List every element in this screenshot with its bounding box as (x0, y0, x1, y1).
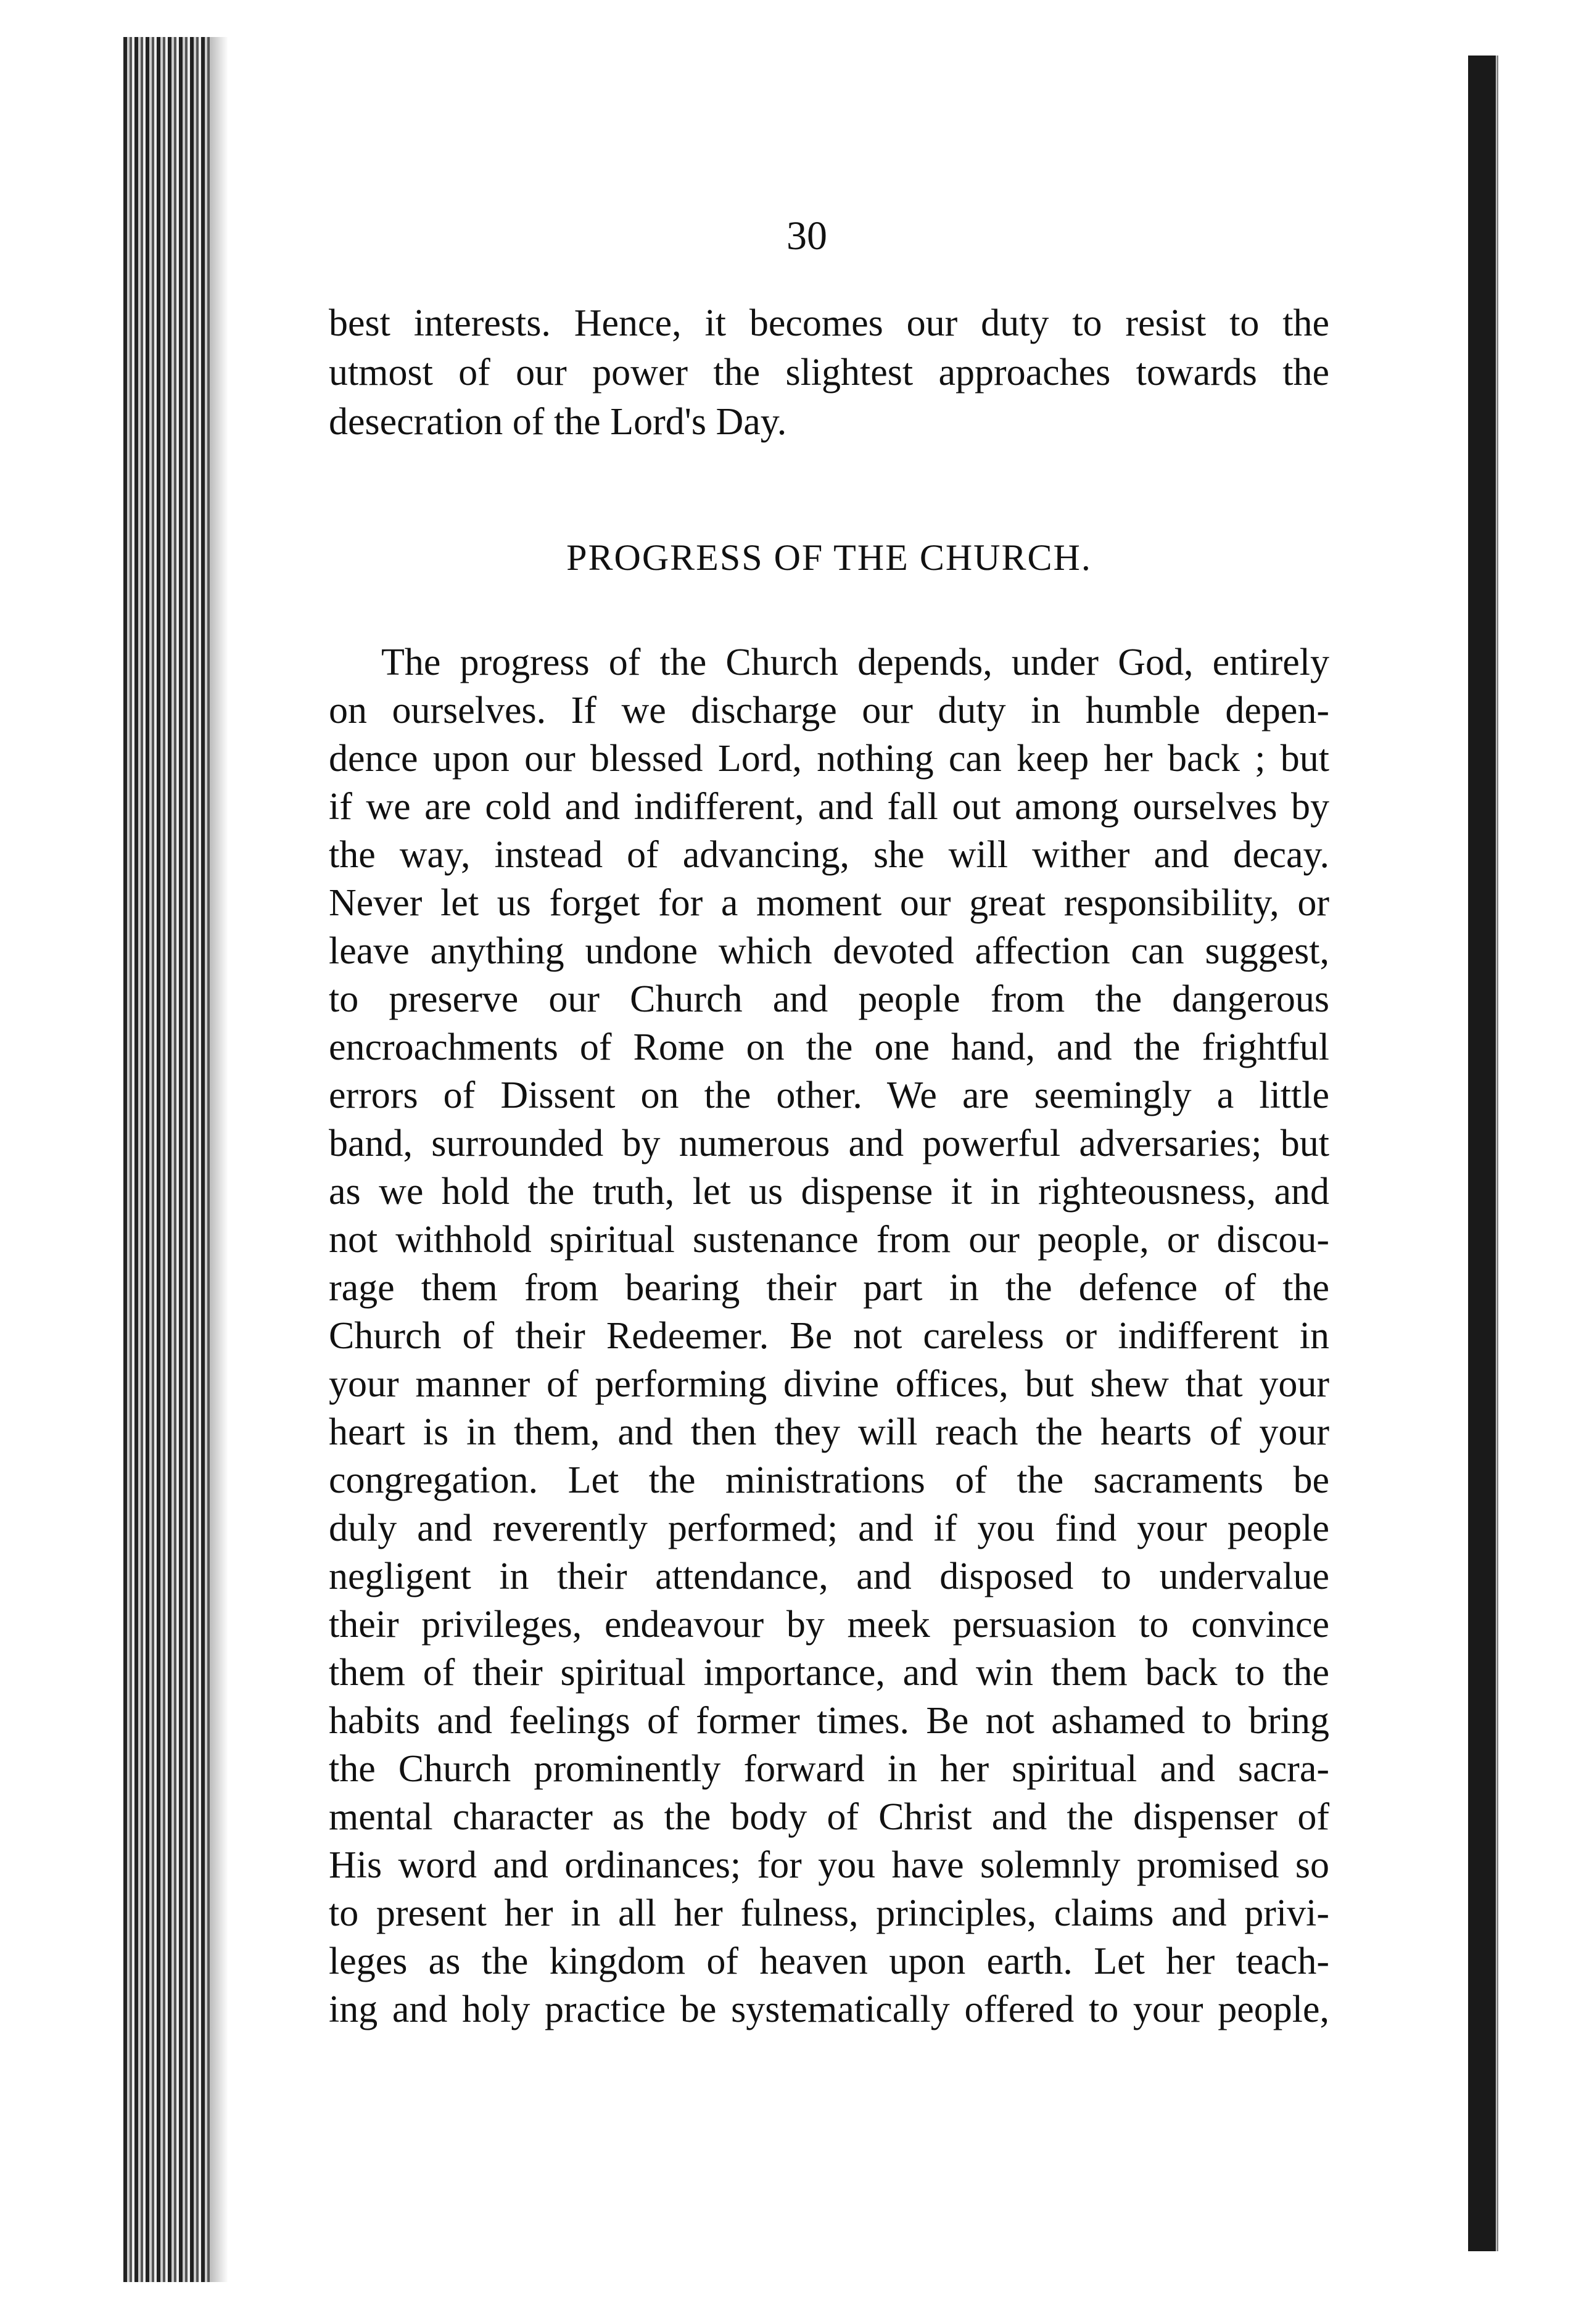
page-number: 30 (786, 213, 827, 258)
text-line: heart is in them, and then they will reach the hearts of your (329, 1411, 1329, 1453)
section-heading: PROGRESS OF THE CHURCH. (566, 537, 1092, 578)
text-line: ing and holy practice be systematically offered to your people, (329, 1988, 1329, 2030)
text-line: habits and feelings of former times. Be not ashamed to bring (329, 1700, 1329, 1742)
book-binding-edge (123, 37, 216, 2282)
text-line: utmost of our power the slightest approaches towards the (329, 352, 1329, 394)
text-line: errors of Dissent on the other. We are seemingly a little (329, 1074, 1329, 1116)
text-line: if we are cold and indifferent, and fall out among ourselves by (329, 786, 1329, 828)
text-line: dence upon our blessed Lord, nothing can keep her back ; but (329, 738, 1329, 780)
text-line: their privileges, endeavour by meek persuasion to convince (329, 1604, 1329, 1646)
text-line: duly and reverently performed; and if you find your people (329, 1507, 1329, 1549)
text-line: leges as the kingdom of heaven upon earth. Let her teach- (329, 1940, 1329, 1982)
text-line: negligent in their attendance, and disposed to undervalue (329, 1556, 1329, 1597)
text-line: to present her in all her fulness, principles, claims and privi- (329, 1892, 1329, 1934)
facing-page (1496, 56, 1589, 2251)
text-line: leave anything undone which devoted affection can suggest, (329, 930, 1329, 972)
text-line: band, surrounded by numerous and powerful adversaries; but (329, 1123, 1329, 1164)
text-line: mental character as the body of Christ and the dispenser of (329, 1796, 1329, 1838)
gutter-shadow (210, 37, 228, 2282)
facing-page-edge (1468, 56, 1496, 2251)
text-line: your manner of performing divine offices, but shew that your (329, 1363, 1329, 1405)
text-line: His word and ordinances; for you have solemnly promised so (329, 1844, 1329, 1886)
text-line: rage them from bearing their part in the defence of the (329, 1267, 1329, 1309)
text-line: not withhold spiritual sustenance from our people, or discou- (329, 1219, 1329, 1261)
text-line: The progress of the Church depends, under God, entirely (381, 641, 1329, 683)
text-line: best interests. Hence, it becomes our duty to resist to the (329, 302, 1329, 344)
text-line: the way, instead of advancing, she will wither and decay. (329, 834, 1329, 876)
text-line: them of their spiritual importance, and win them back to the (329, 1652, 1329, 1694)
text-line: desecration of the Lord's Day. (329, 401, 787, 443)
text-line: congregation. Let the ministrations of the sacraments be (329, 1459, 1329, 1501)
text-line: Church of their Redeemer. Be not careless or indifferent in (329, 1315, 1329, 1357)
text-line: encroachments of Rome on the one hand, and the frightful (329, 1026, 1329, 1068)
text-line: on ourselves. If we discharge our duty in humble depen- (329, 690, 1329, 731)
text-line: to preserve our Church and people from the dangerous (329, 978, 1329, 1020)
text-line: Never let us forget for a moment our great responsibility, or (329, 882, 1329, 924)
text-line: as we hold the truth, let us dispense it in righteousness, and (329, 1171, 1329, 1213)
text-line: the Church prominently forward in her spiritual and sacra- (329, 1748, 1329, 1790)
